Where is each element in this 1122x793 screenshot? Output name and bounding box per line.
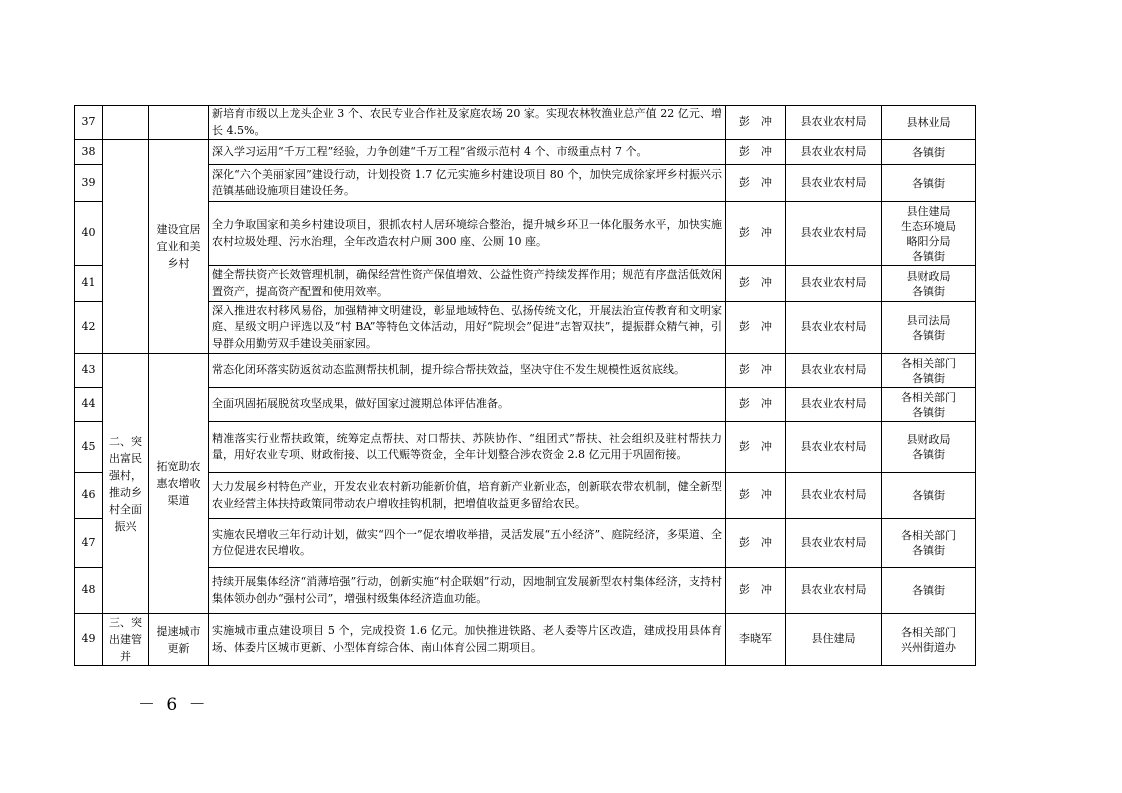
lead-official: 彭 冲 bbox=[726, 354, 786, 388]
task-text: 精准落实行业帮扶政策，统筹定点帮扶、对口帮扶、苏陕协作、“组团式”帮扶、社会组织及驻村帮扶力量，用好农业专项、财政衔接、以工代赈等资金，全年计划整合涉农资金 2.8 亿元用于巩固衔接。 bbox=[209, 422, 726, 473]
task-text: 大力发展乡村特色产业，开发农业农村新功能新价值，培育新产业新业态，创新联农带农机制，健全新型农业经营主体扶持政策同带动农户增收挂钩机制，把增值收益更多留给农民。 bbox=[209, 473, 726, 519]
coop-line: 各相关部门 bbox=[901, 529, 956, 542]
task-text: 全面巩固拓展脱贫攻坚成果，做好国家过渡期总体评估准备。 bbox=[209, 388, 726, 422]
task-table bbox=[74, 105, 976, 666]
cooperating-units bbox=[882, 614, 976, 666]
coop-line: 各镇街 bbox=[912, 371, 945, 385]
cooperating-units bbox=[882, 202, 976, 266]
responsible-unit: 县农业农村局 bbox=[786, 140, 882, 165]
row-number: 48 bbox=[75, 568, 103, 614]
row-number: 43 bbox=[75, 354, 103, 388]
row-number: 41 bbox=[75, 266, 103, 302]
lead-official: 彭 冲 bbox=[726, 519, 786, 568]
responsible-unit: 县农业农村局 bbox=[786, 302, 882, 354]
cooperating-units bbox=[882, 568, 976, 614]
lead-official: 彭 冲 bbox=[726, 302, 786, 354]
coop-line: 生态环境局 bbox=[901, 219, 956, 233]
cooperating-units bbox=[882, 519, 976, 568]
coop-line: 略阳分局 bbox=[906, 234, 951, 248]
coop-line: 各镇街 bbox=[912, 145, 945, 159]
cooperating-units bbox=[882, 140, 976, 165]
responsible-unit: 县农业农村局 bbox=[786, 354, 882, 388]
row-number: 44 bbox=[75, 388, 103, 422]
task-text: 深入学习运用“千万工程”经验，力争创建“千万工程”省级示范村 4 个、市级重点村 7 个。 bbox=[209, 140, 726, 165]
row-number: 42 bbox=[75, 302, 103, 354]
coop-line: 县财政局 bbox=[906, 269, 951, 283]
lead-official: 李晓军 bbox=[726, 614, 786, 666]
lead-official: 彭 冲 bbox=[726, 422, 786, 473]
row-number: 40 bbox=[75, 202, 103, 266]
subcategory-cell: 拓宽助农惠农增收渠道 bbox=[149, 354, 209, 614]
coop-line: 各镇街 bbox=[912, 328, 945, 342]
table-row bbox=[75, 519, 976, 568]
coop-line: 各镇街 bbox=[912, 176, 945, 190]
table-row bbox=[75, 106, 976, 140]
table-row bbox=[75, 140, 976, 165]
category-cell: 三、突出建管并 bbox=[103, 614, 149, 666]
coop-line: 各相关部门 bbox=[901, 390, 956, 404]
category-cell: 二、突出富民强村，推动乡村全面振兴 bbox=[103, 354, 149, 614]
table-row bbox=[75, 354, 976, 388]
coop-line: 各镇街 bbox=[912, 284, 945, 298]
table-row bbox=[75, 473, 976, 519]
responsible-unit: 县农业农村局 bbox=[786, 568, 882, 614]
subcategory-cell: 提速城市更新 bbox=[149, 614, 209, 666]
row-number: 39 bbox=[75, 165, 103, 202]
table-row bbox=[75, 388, 976, 422]
task-text: 新培育市级以上龙头企业 3 个、农民专业合作社及家庭农场 20 家。实现农林牧渔业总产值 22 亿元、增长 4.5%。 bbox=[209, 106, 726, 140]
row-number: 46 bbox=[75, 473, 103, 519]
lead-official: 彭 冲 bbox=[726, 568, 786, 614]
cooperating-units bbox=[882, 473, 976, 519]
lead-official: 彭 冲 bbox=[726, 266, 786, 302]
coop-line: 各相关部门 bbox=[901, 356, 956, 370]
responsible-unit: 县农业农村局 bbox=[786, 165, 882, 202]
coop-line: 各镇街 bbox=[912, 544, 945, 557]
cooperating-units bbox=[882, 165, 976, 202]
task-text: 全力争取国家和美乡村建设项目，狠抓农村人居环境综合整治，提升城乡环卫一体化服务水平，加快实施农村垃圾处理、污水治理，全年改造农村户厕 300 座、公厕 10 座。 bbox=[209, 202, 726, 266]
task-text: 深入推进农村移风易俗，加强精神文明建设，彰显地域特色、弘扬传统文化，开展法治宣传教育和文明家庭、星级文明户评选以及“村 BA”等特色文体活动，用好“院坝会”促进“志智双扶”，提振群众精气神，引导群众用勤劳双手建设美丽家园。 bbox=[209, 302, 726, 354]
coop-line: 各相关部门 bbox=[901, 625, 956, 639]
lead-official: 彭 冲 bbox=[726, 165, 786, 202]
coop-line: 各镇街 bbox=[912, 249, 945, 263]
lead-official: 彭 冲 bbox=[726, 473, 786, 519]
coop-line: 县财政局 bbox=[906, 433, 951, 446]
task-text: 深化“六个美丽家园”建设行动，计划投资 1.7 亿元实施乡村建设项目 80 个，加快完成徐家坪乡村振兴示范镇基础设施项目建设任务。 bbox=[209, 165, 726, 202]
subcategory-cell bbox=[149, 106, 209, 140]
responsible-unit: 县农业农村局 bbox=[786, 422, 882, 473]
responsible-unit: 县农业农村局 bbox=[786, 106, 882, 140]
page-number: － 6 － bbox=[138, 695, 209, 715]
coop-line: 县林业局 bbox=[906, 116, 951, 129]
task-text: 健全帮扶资产长效管理机制，确保经营性资产保值增效、公益性资产持续发挥作用；规范有序盘活低效闲置资产，提高资产配置和使用效率。 bbox=[209, 266, 726, 302]
table-row bbox=[75, 266, 976, 302]
cooperating-units bbox=[882, 354, 976, 388]
coop-line: 各镇街 bbox=[912, 448, 945, 461]
table-row bbox=[75, 302, 976, 354]
row-number: 49 bbox=[75, 614, 103, 666]
row-number: 47 bbox=[75, 519, 103, 568]
task-text: 持续开展集体经济“消薄培强”行动，创新实施“村企联姻”行动，因地制宜发展新型农村集体经济，支持村集体领办创办“强村公司”，增强村级集体经济造血功能。 bbox=[209, 568, 726, 614]
row-number: 45 bbox=[75, 422, 103, 473]
category-cell bbox=[103, 106, 149, 140]
lead-official: 彭 冲 bbox=[726, 388, 786, 422]
cooperating-units bbox=[882, 388, 976, 422]
table-row bbox=[75, 202, 976, 266]
coop-line: 兴州街道办 bbox=[901, 640, 956, 654]
cooperating-units bbox=[882, 106, 976, 140]
task-text: 实施农民增收三年行动计划，做实“四个一”促农增收举措，灵活发展“五小经济”、庭院经济，多渠道、全方位促进农民增收。 bbox=[209, 519, 726, 568]
category-cell bbox=[103, 140, 149, 354]
coop-line: 各镇街 bbox=[912, 489, 945, 502]
responsible-unit: 县农业农村局 bbox=[786, 473, 882, 519]
row-number: 38 bbox=[75, 140, 103, 165]
task-text: 常态化闭环落实防返贫动态监测帮扶机制，提升综合帮扶效益，坚决守住不发生规模性返贫底线。 bbox=[209, 354, 726, 388]
coop-line: 各镇街 bbox=[912, 584, 945, 597]
cooperating-units bbox=[882, 266, 976, 302]
responsible-unit: 县农业农村局 bbox=[786, 266, 882, 302]
table-row bbox=[75, 165, 976, 202]
coop-line: 各镇街 bbox=[912, 405, 945, 419]
coop-line: 县司法局 bbox=[906, 313, 951, 327]
cooperating-units bbox=[882, 422, 976, 473]
lead-official: 彭 冲 bbox=[726, 202, 786, 266]
table-row bbox=[75, 422, 976, 473]
table-row bbox=[75, 568, 976, 614]
coop-line: 县住建局 bbox=[906, 204, 951, 218]
responsible-unit: 县住建局 bbox=[786, 614, 882, 666]
responsible-unit: 县农业农村局 bbox=[786, 388, 882, 422]
responsible-unit: 县农业农村局 bbox=[786, 202, 882, 266]
row-number: 37 bbox=[75, 106, 103, 140]
lead-official: 彭 冲 bbox=[726, 106, 786, 140]
task-text: 实施城市重点建设项目 5 个，完成投资 1.6 亿元。加快推进铁路、老人委等片区改造，建成投用县体育场、体委片区城市更新、小型体育综合体、南山体育公园二期项目。 bbox=[209, 614, 726, 666]
responsible-unit: 县农业农村局 bbox=[786, 519, 882, 568]
cooperating-units bbox=[882, 302, 976, 354]
lead-official: 彭 冲 bbox=[726, 140, 786, 165]
subcategory-cell: 建设宜居宜业和美乡村 bbox=[149, 140, 209, 354]
table-row bbox=[75, 614, 976, 666]
